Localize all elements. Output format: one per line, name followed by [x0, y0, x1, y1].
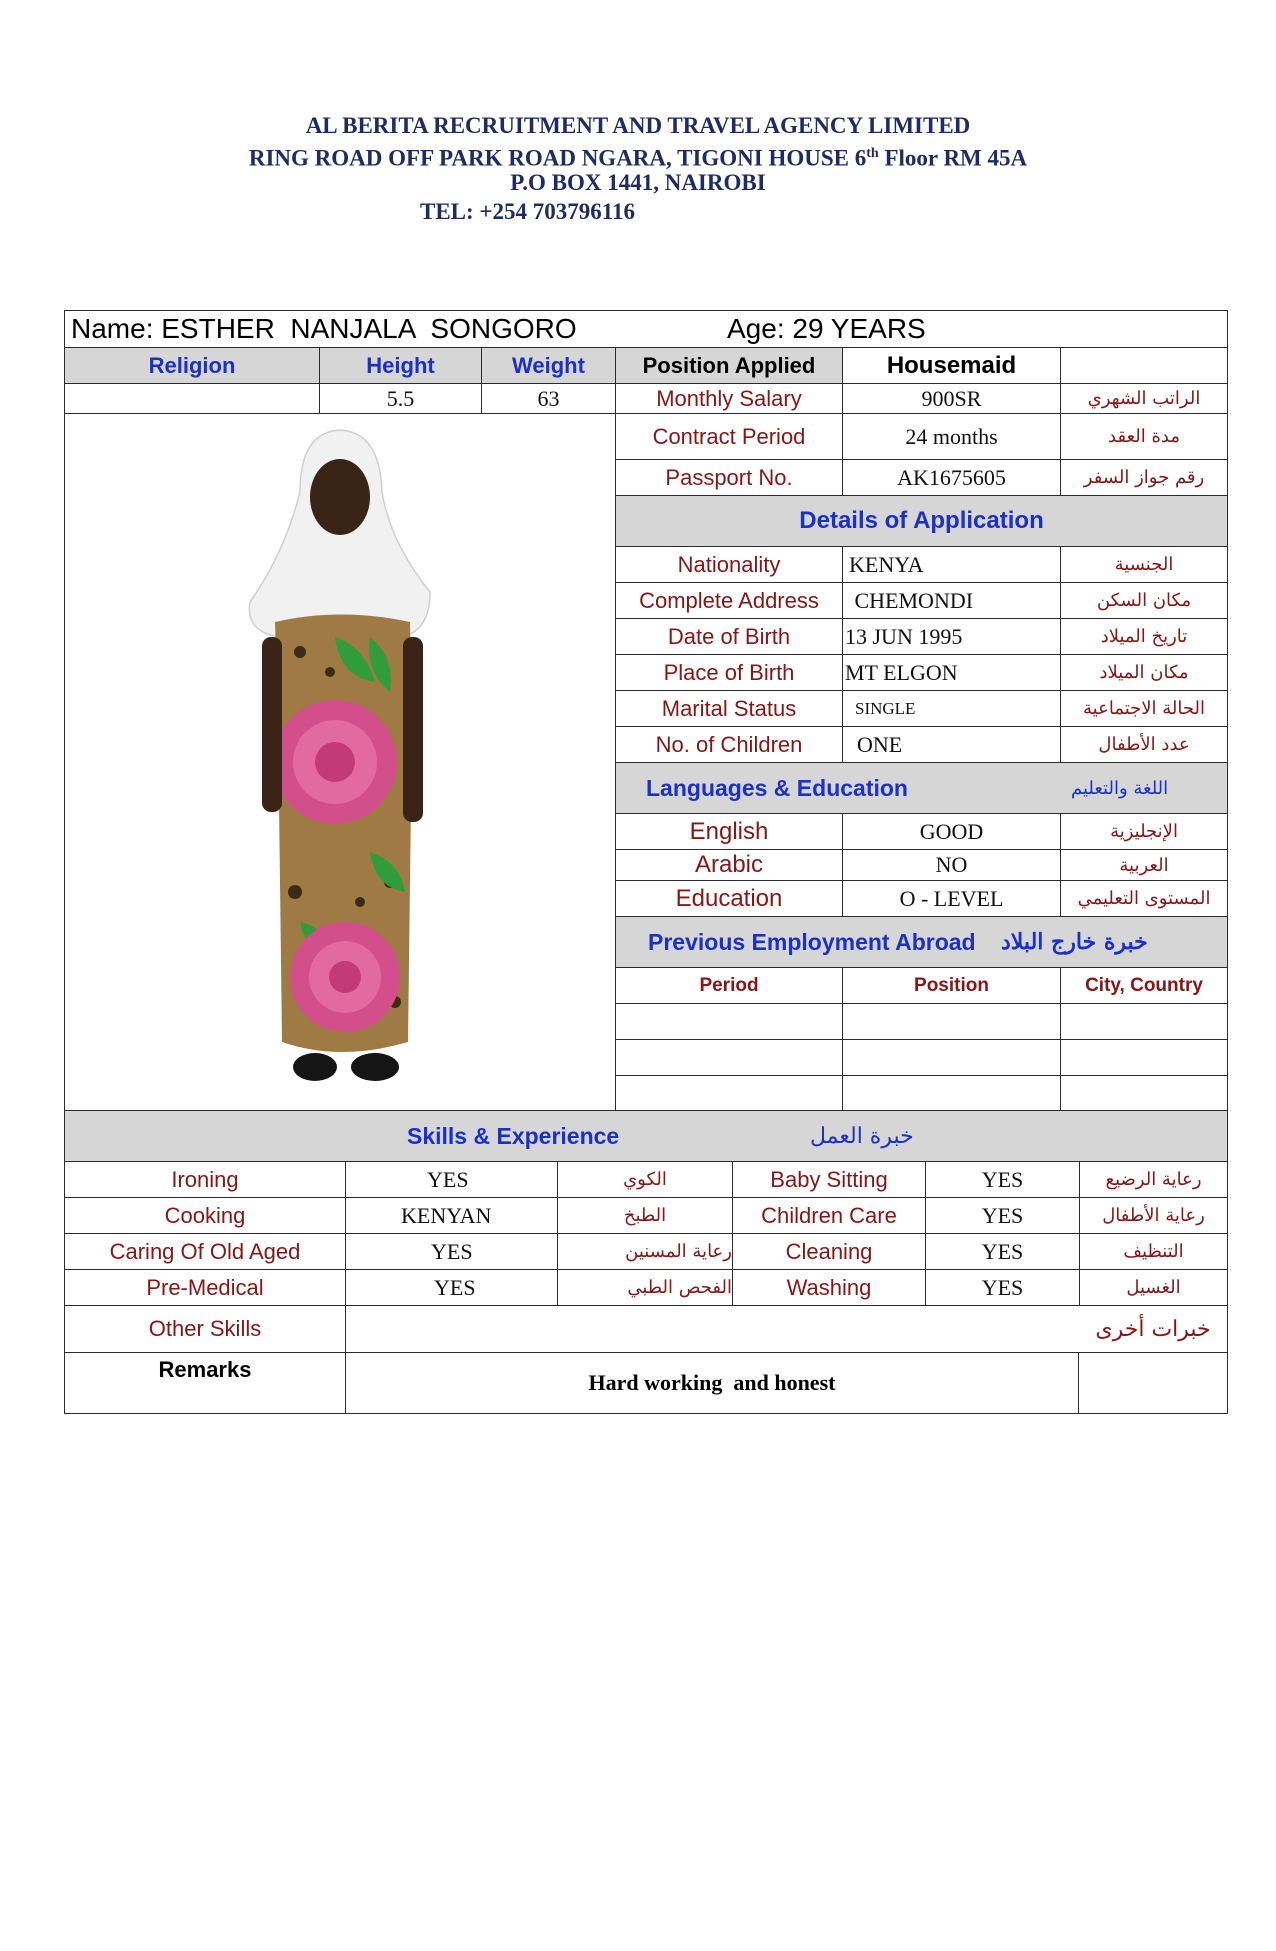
english-value: GOOD [842, 813, 1061, 850]
english-arabic: الإنجليزية [1060, 813, 1228, 850]
arabic-label: Arabic [615, 849, 843, 881]
religion-value [64, 383, 320, 414]
nationality-value: KENYA [842, 546, 1061, 583]
skill-baby-sitting-arabic: رعاية الرضيع [1079, 1161, 1228, 1198]
skill-cooking-label: Cooking [64, 1197, 346, 1234]
candidate-photo-cell [64, 413, 616, 1111]
passport-value: AK1675605 [842, 459, 1061, 496]
candidate-age: Age: 29 YEARS [727, 313, 926, 344]
skill-children-care-value: YES [925, 1197, 1080, 1234]
agency-pobox: P.O BOX 1441, NAIROBI [510, 170, 766, 195]
salary-value: 900SR [842, 383, 1061, 414]
height-header: Height [319, 347, 482, 384]
skills-heading-arabic: خبرة العمل [810, 1123, 914, 1149]
dob-arabic: تاريخ الميلاد [1060, 618, 1228, 655]
place-of-birth-arabic: مكان الميلاد [1060, 654, 1228, 691]
skills-heading-text: Skills & Experience [407, 1122, 620, 1149]
employment-row-1-period [615, 1003, 843, 1040]
skill-children-care-label: Children Care [732, 1197, 926, 1234]
position-extra-cell [1060, 347, 1228, 384]
other-skills-value [345, 1305, 1079, 1353]
skill-cooking-value: KENYAN [345, 1197, 558, 1234]
skill-pre-medical-value: YES [345, 1269, 558, 1306]
education-label: Education [615, 880, 843, 917]
contract-period-value: 24 months [842, 413, 1061, 460]
skill-cooking-arabic: الطبخ [557, 1197, 733, 1234]
remarks-value: Hard working and honest [345, 1352, 1079, 1414]
other-skills-label: Other Skills [64, 1305, 346, 1353]
marital-status-label: Marital Status [615, 690, 843, 727]
employment-col-city: City, Country [1060, 967, 1228, 1004]
nationality-label: Nationality [615, 546, 843, 583]
skill-cleaning-label: Cleaning [732, 1233, 926, 1270]
contract-period-arabic: مدة العقد [1060, 413, 1228, 460]
employment-heading-arabic: خبرة خارج البلاد [1001, 929, 1148, 955]
employment-row-2-city [1060, 1039, 1228, 1076]
languages-education-heading [615, 762, 1228, 814]
marital-status-value: SINGLE [842, 690, 1061, 727]
weight-value: 63 [481, 383, 616, 414]
religion-header: Religion [64, 347, 320, 384]
agency-name: AL BERITA RECRUITMENT AND TRAVEL AGENCY LIMITED [305, 113, 971, 138]
address-value: CHEMONDI [842, 582, 1061, 619]
position-applied-value: Housemaid [842, 347, 1061, 384]
address-main: RING ROAD OFF PARK ROAD NGARA, TIGONI HOUSE 6 [248, 145, 867, 171]
other-skills-arabic: خبرات أخرى [1079, 1305, 1228, 1353]
skill-pre-medical-arabic: الفحص الطبي [557, 1269, 733, 1306]
remarks-label: Remarks [64, 1352, 346, 1414]
candidate-name: Name: ESTHER NANJALA SONGORO [71, 313, 577, 344]
skill-ironing-arabic: الكوي [557, 1161, 733, 1198]
candidate-photo [240, 422, 440, 1102]
name-age-row [64, 310, 1228, 348]
passport-arabic: رقم جواز السفر [1060, 459, 1228, 496]
agency-phone: TEL: +254 703796116 [420, 199, 636, 224]
details-of-application-heading: Details of Application [615, 495, 1228, 547]
contract-period-label: Contract Period [615, 413, 843, 460]
address-arabic: مكان السكن [1060, 582, 1228, 619]
employment-row-2-period [615, 1039, 843, 1076]
skill-baby-sitting-label: Baby Sitting [732, 1161, 926, 1198]
employment-col-position: Position [842, 967, 1061, 1004]
skill-caring-old-aged-arabic: رعاية المسنين [557, 1233, 733, 1270]
marital-status-arabic: الحالة الاجتماعية [1060, 690, 1228, 727]
place-of-birth-value: MT ELGON [842, 654, 1061, 691]
arabic-arabic: العربية [1060, 849, 1228, 881]
languages-heading-arabic: اللغة والتعليم [1071, 777, 1169, 799]
skill-washing-label: Washing [732, 1269, 926, 1306]
education-arabic: المستوى التعليمي [1060, 880, 1228, 917]
skill-caring-old-aged-value: YES [345, 1233, 558, 1270]
employment-row-1-position [842, 1003, 1061, 1040]
previous-employment-heading [615, 916, 1228, 968]
skill-pre-medical-label: Pre-Medical [64, 1269, 346, 1306]
employment-heading-text: Previous Employment Abroad [648, 928, 976, 955]
skill-baby-sitting-value: YES [925, 1161, 1080, 1198]
skill-ironing-label: Ironing [64, 1161, 346, 1198]
children-arabic: عدد الأطفال [1060, 726, 1228, 763]
remarks-extra-cell [1078, 1352, 1228, 1414]
employment-row-1-city [1060, 1003, 1228, 1040]
employment-row-3-position [842, 1075, 1061, 1111]
passport-label: Passport No. [615, 459, 843, 496]
place-of-birth-label: Place of Birth [615, 654, 843, 691]
salary-label: Monthly Salary [615, 383, 843, 414]
dob-label: Date of Birth [615, 618, 843, 655]
weight-header: Weight [481, 347, 616, 384]
employment-row-3-city [1060, 1075, 1228, 1111]
skill-children-care-arabic: رعاية الأطفال [1079, 1197, 1228, 1234]
nationality-arabic: الجنسية [1060, 546, 1228, 583]
employment-row-3-period [615, 1075, 843, 1111]
education-value: O - LEVEL [842, 880, 1061, 917]
position-applied-label: Position Applied [615, 347, 843, 384]
dob-value: 13 JUN 1995 [842, 618, 1061, 655]
skill-washing-arabic: الغسيل [1079, 1269, 1228, 1306]
address-floor: Floor RM 45A [878, 145, 1028, 171]
skills-experience-heading [64, 1110, 1228, 1162]
height-value: 5.5 [319, 383, 482, 414]
skill-cleaning-value: YES [925, 1233, 1080, 1270]
address-label: Complete Address [615, 582, 843, 619]
skill-ironing-value: YES [345, 1161, 558, 1198]
skill-washing-value: YES [925, 1269, 1080, 1306]
arabic-value: NO [842, 849, 1061, 881]
salary-arabic: الراتب الشهري [1060, 383, 1228, 414]
address-sup: th [866, 146, 879, 161]
employment-row-2-position [842, 1039, 1061, 1076]
english-label: English [615, 813, 843, 850]
children-label: No. of Children [615, 726, 843, 763]
skill-cleaning-arabic: التنظيف [1079, 1233, 1228, 1270]
employment-col-period: Period [615, 967, 843, 1004]
children-value: ONE [842, 726, 1061, 763]
languages-heading-text: Languages & Education [646, 774, 908, 801]
skill-caring-old-aged-label: Caring Of Old Aged [64, 1233, 346, 1270]
